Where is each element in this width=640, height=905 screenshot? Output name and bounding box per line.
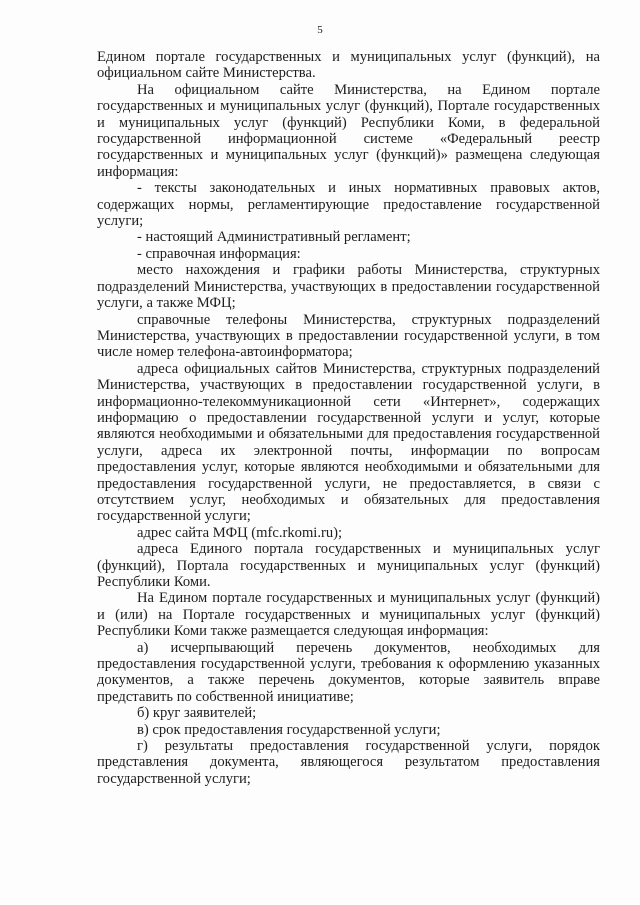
- paragraph-portal-addresses: адреса Единого портала государственных и муниципальных услуг (функций), Портала государственных и муниципальных услуг (функций) Республики Коми.: [97, 541, 600, 590]
- paragraph-continuation: Едином портале государственных и муниципальных услуг (функций), на официальном сайте Министерства.: [97, 49, 600, 82]
- paragraph-item-a: а) исчерпывающий перечень документов, необходимых для предоставления государственной услуги, требования к оформлению указанных документов, а также перечень документов, которые заявитель вправе представить по собственной инициативе;: [97, 639, 600, 705]
- paragraph-legal-acts: - тексты законодательных и иных нормативных правовых актов, содержащих нормы, регламентирующие предоставление государственной услуги;: [97, 180, 600, 230]
- paragraph-website-addresses: адреса официальных сайтов Министерства, структурных подразделений Министерства, участвующих в предоставлении государственной услуги, в информационно-телекоммуникационной сети «Интернет», содержащих информацию о предоставлении государственной услуги и услуг, которые являются необходимыми и обязательными для предоставления государственной услуги, адреса их электронной почты, информации по вопросам предоставления услуг, которые являются необходимыми и обязательными для предоставления государственной услуги, не предоставляется, в связи с отсутствием услуг, необходимых и обязательных для предоставления государственной услуги;: [97, 360, 600, 525]
- paragraph-item-g: г) результаты предоставления государственной услуги, порядок представления документа, являющегося результатом предоставления государственной услуги;: [97, 738, 600, 787]
- paragraph-portal-info: На Едином портале государственных и муниципальных услуг (функций) и (или) на Портале государственных и муниципальных услуг (функций) Республики Коми также размещается следующая информация:: [97, 590, 600, 640]
- paragraph-regulation: - настоящий Административный регламент;: [137, 229, 411, 246]
- document-body: [97, 49, 600, 787]
- paragraph-info-placement: На официальном сайте Министерства, на Едином портале государственных и муниципальных услуг (функций), Портале государственных и муниципальных услуг (функций) Республики Коми, в федеральной государственной информационной системе «Федеральный реестр государственных и муниципальных услуг (функций)» размещена следующая информация:: [97, 81, 600, 180]
- paragraph-item-v: в) срок предоставления государственной услуги;: [137, 721, 441, 738]
- paragraph-location-schedule: место нахождения и графики работы Министерства, структурных подразделений Министерства, участвующих в предоставлении государственной услуги, а также МФЦ;: [97, 262, 600, 312]
- paragraph-item-b: б) круг заявителей;: [137, 705, 257, 722]
- page-number: 5: [317, 24, 323, 36]
- paragraph-reference-info: - справочная информация:: [137, 245, 301, 262]
- paragraph-mfc-site: адрес сайта МФЦ (mfc.rkomi.ru);: [137, 524, 343, 541]
- paragraph-phones: справочные телефоны Министерства, структурных подразделений Министерства, участвующих в предоставлении государственной услуги, в том числе номер телефона-автоинформатора;: [97, 311, 600, 361]
